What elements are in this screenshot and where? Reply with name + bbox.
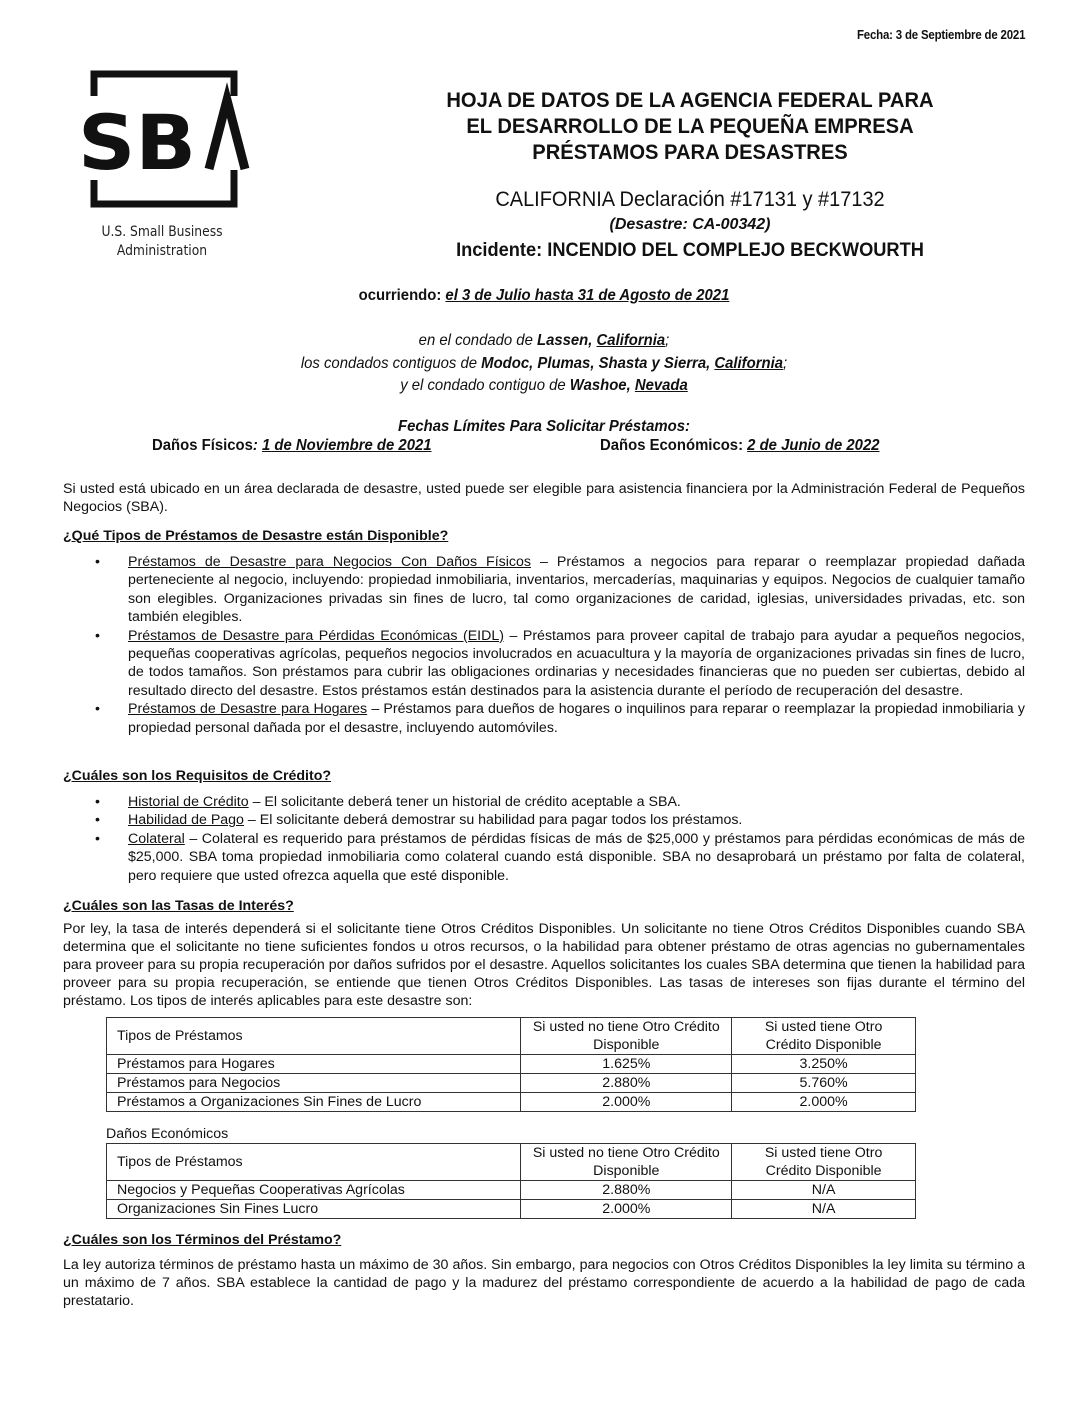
list-item-text: – Préstamos para dueños de hogares o inquilinos para reparar o reemplazar la propiedad inmobiliaria y propiedad personal dañada por el desastre, incluyendo automóviles. [128, 701, 1025, 736]
terms-heading: ¿Cuáles son los Términos del Préstamo? [63, 1232, 342, 1248]
table-row [107, 1181, 916, 1200]
table-row [107, 1200, 916, 1219]
rate-cell: 2.000% [732, 1093, 916, 1112]
physical-rates-table [106, 1017, 916, 1112]
column-header: Si usted tiene Otro Crédito Disponible [732, 1018, 916, 1055]
disaster-number: (Desastre: CA-00342) [609, 216, 771, 233]
physical-deadline [152, 437, 432, 455]
table-row [107, 1074, 916, 1093]
credit-heading: ¿Cuáles son los Requisitos de Crédito? [63, 768, 332, 784]
list-item [63, 811, 1025, 829]
list-item-text: – Colateral es requerido para préstamos de pérdidas físicas de más de $25,000 y préstamos para pérdidas económicas de más de $25,000. SBA toma propiedad inmobiliaria como colateral cuando está disponible. SBA no desaprobará un préstamo por falta de colateral, pero requiere que usted ofrezca aquella que esté disponible. [128, 830, 1025, 884]
list-item-term: Colateral [128, 830, 185, 847]
logo-letters: SB [78, 98, 196, 187]
logo-bracket-top [94, 74, 234, 96]
county-prefix: en el condado de [418, 332, 537, 349]
rate-cell: N/A [732, 1200, 916, 1219]
list-item-term: Préstamos de Desastre para Pérdidas Económicas (EIDL) [128, 627, 504, 644]
title-line2: EL DESARROLLO DE LA PEQUEÑA EMPRESA [466, 115, 914, 138]
credit-list [63, 793, 1025, 885]
sba-logo [78, 70, 250, 210]
primary-county-line [94, 330, 994, 353]
list-item [63, 830, 1025, 885]
column-header: Tipos de Préstamos [107, 1018, 521, 1055]
logo-caption [86, 223, 239, 261]
list-item [63, 627, 1025, 701]
county-state: California [714, 354, 784, 372]
loan-type-cell: Negocios y Pequeñas Cooperativas Agrícolas [107, 1181, 521, 1200]
rate-cell: 1.625% [521, 1055, 732, 1074]
list-item-text: – El solicitante deberá tener un historial de crédito aceptable a SBA. [248, 794, 681, 810]
logo-caret-icon [209, 100, 245, 169]
contiguous-counties-line [94, 353, 994, 376]
rate-cell: 3.250% [732, 1055, 916, 1074]
list-item-text: – El solicitante deberá demostrar su habilidad para pagar todos los préstamos. [243, 812, 743, 829]
rate-cell: 2.880% [521, 1181, 732, 1200]
column-header: Si usted tiene Otro Crédito Disponible [732, 1144, 916, 1181]
page-title [325, 88, 1055, 166]
occurring-line [94, 287, 994, 305]
list-item [63, 553, 1025, 627]
loan-types-list [63, 553, 1025, 737]
title-line3: PRÉSTAMOS PARA DESASTRES [532, 141, 848, 164]
county-prefix: y el condado contiguo de [400, 377, 570, 394]
logo-caption-line1: U.S. Small Business [101, 224, 223, 240]
county-name: Lassen, [536, 332, 597, 349]
rate-cell: 2.000% [521, 1093, 732, 1112]
economic-date: 2 de Junio de 2022 [747, 437, 880, 454]
document-date: Fecha: 3 de Septiembre de 2021 [856, 27, 1025, 42]
county-name: Washoe, [569, 377, 635, 394]
loan-type-cell: Préstamos a Organizaciones Sin Fines de Lucro [107, 1093, 521, 1112]
counties-block [94, 330, 994, 398]
declaration-state: CALIFORNIA [495, 188, 614, 211]
physical-colon: : [252, 437, 262, 454]
county-state: Nevada [634, 377, 688, 394]
list-item-term: Préstamos de Desastre para Negocios Con Daños Físicos [128, 554, 531, 570]
occurring-label: ocurriendo: [358, 287, 446, 304]
county-suffix: ; [665, 332, 670, 349]
physical-label: Daños Físicos [152, 437, 253, 454]
declaration-numbers: Declaración #17131 y #17132 [614, 188, 885, 211]
terms-paragraph: La ley autoriza términos de préstamo hasta un máximo de 30 años. Sin embargo, para negocios con Otros Créditos Disponibles la ley limita su término a un máximo de 7 años. SBA establece la cantidad de pago y la madurez del préstamo correspondiente de acuerdo a la habilidad de pago de cada prestatario. [63, 1257, 1025, 1309]
loan-type-cell: Organizaciones Sin Fines Lucro [107, 1200, 521, 1219]
rates-paragraph: Por ley, la tasa de interés dependerá si el solicitante tiene Otros Créditos Disponibles. Un solicitante no tiene Otros Créditos Disponibles cuando SBA determina que el solicitante no tiene suficientes fondos u otros recursos, o la habilidad para obtener préstamo de otras agencias no gubernamentales para proveer para su propia recuperación por daños sufridos por el desastre. Aquellos solicitantes los cuales SBA determina que tienen la habilidad para proveer para su propia recuperación, se entiende que tienen Otros Créditos Disponibles. Las tasas de intereses son fijas durante el término del préstamo. Los tipos de interés aplicables para este desastre son: [63, 921, 1025, 1009]
rate-cell: N/A [732, 1181, 916, 1200]
logo-caption-line2: Administration [116, 243, 208, 259]
physical-date: 1 de Noviembre de 2021 [261, 437, 432, 454]
incident-name: Incidente: INCENDIO DEL COMPLEJO BECKWOURTH [456, 240, 924, 261]
table-row [107, 1093, 916, 1112]
list-item-term: Habilidad de Pago [128, 812, 244, 829]
list-item-term: Historial de Crédito [128, 794, 249, 810]
rate-cell: 2.880% [521, 1074, 732, 1093]
occurring-dates: el 3 de Julio hasta 31 de Agosto de 2021 [445, 287, 730, 304]
county-suffix: ; [783, 354, 788, 372]
column-header: Si usted no tiene Otro Crédito Disponible [521, 1144, 732, 1181]
loan-type-cell: Préstamos para Negocios [107, 1074, 521, 1093]
column-header: Tipos de Préstamos [107, 1144, 521, 1181]
economic-rates-table [106, 1143, 916, 1219]
table-row [107, 1055, 916, 1074]
contiguous-nevada-line [94, 375, 994, 398]
rate-cell: 2.000% [521, 1200, 732, 1219]
loan-types-heading: ¿Qué Tipos de Préstamos de Desastre están Disponible? [63, 528, 449, 544]
declaration-line [329, 187, 1051, 213]
table-header-row [107, 1144, 916, 1181]
table-header-row [107, 1018, 916, 1055]
loan-type-cell: Préstamos para Hogares [107, 1055, 521, 1074]
list-item-text: – Préstamos a negocios para reparar o reemplazar propiedad dañada perteneciente al negocio, incluyendo: propiedad inmobiliaria, inventarios, mercaderías, maquinarias y equipos. Negocios de cualquier tamaño son elegibles. Organizaciones privadas sin fines de lucro, tal como organizaciones de caridad, iglesias, universidades privadas, etc. son también elegibles. [128, 554, 1025, 626]
county-state: California [596, 332, 666, 349]
intro-paragraph: Si usted está ubicado en un área declarada de desastre, usted puede ser elegible para asistencia financiera por la Administración Federal de Pequeños Negocios (SBA). [63, 481, 1025, 515]
economic-deadline [600, 437, 879, 455]
county-name: Modoc, Plumas, Shasta y Sierra, [481, 354, 715, 372]
list-item [63, 793, 1025, 811]
title-line1: HOJA DE DATOS DE LA AGENCIA FEDERAL PARA [446, 89, 934, 112]
column-header: Si usted no tiene Otro Crédito Disponible [521, 1018, 732, 1055]
county-prefix: los condados contiguos de [300, 354, 482, 372]
deadlines-title: Fechas Límites Para Solicitar Préstamos: [398, 418, 690, 435]
list-item-term: Préstamos de Desastre para Hogares [128, 701, 368, 718]
rates-heading: ¿Cuáles son las Tasas de Interés? [63, 898, 294, 914]
rate-cell: 5.760% [732, 1074, 916, 1093]
economic-table-caption: Daños Económicos [106, 1126, 229, 1142]
economic-label: Daños Económicos: [600, 437, 748, 454]
list-item-text: – Préstamos para proveer capital de trabajo para ayudar a pequeños negocios, pequeñas cooperativas agrícolas, pequeños negocios involucrados en acuacultura y la mayoría de organizaciones privadas sin fines de lucro, de todos tamaños. Son préstamos para cubrir las obligaciones ordinarias y necesidades financieras que no pueden ser cubiertas, debido al resultado directo del desastre. Estos préstamos están destinados para la asistencia durante el período de recuperación del desastre. [128, 627, 1025, 699]
list-item [63, 700, 1025, 737]
